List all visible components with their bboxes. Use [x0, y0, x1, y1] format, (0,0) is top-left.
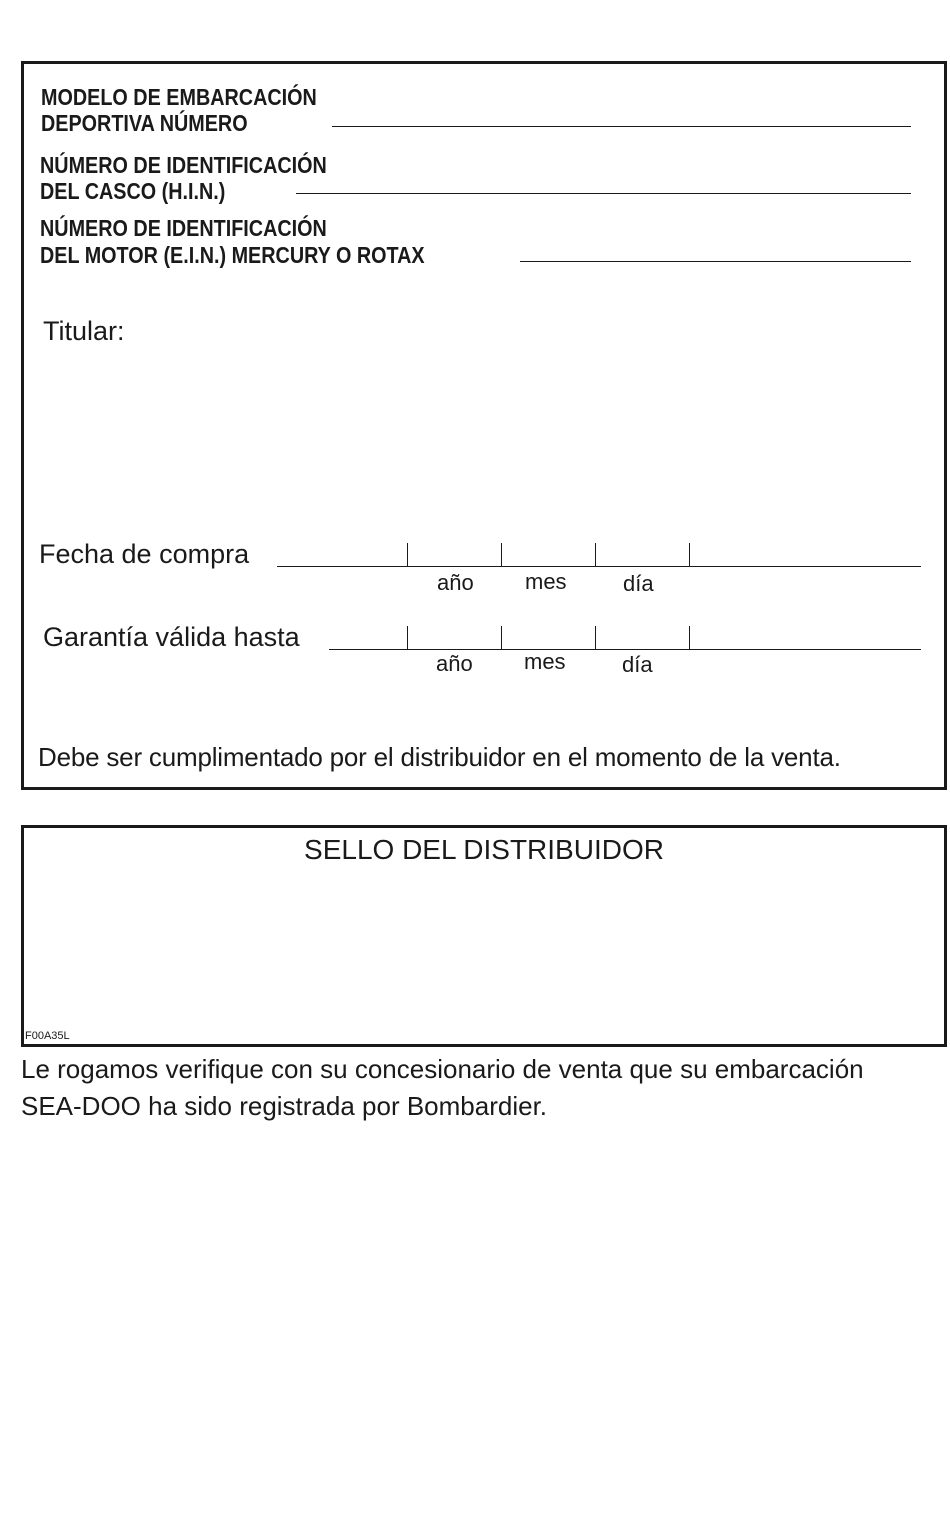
boat-model-label-line1: MODELO DE EMBARCACIÓN — [41, 84, 317, 110]
date-divider — [595, 543, 596, 566]
owner-field[interactable] — [40, 352, 920, 522]
figure-code: F00A35L — [25, 1030, 70, 1042]
warranty-day-caption: día — [622, 652, 653, 677]
date-divider — [595, 626, 596, 649]
purchase-year-caption: año — [437, 570, 474, 595]
warranty-month-caption: mes — [524, 649, 566, 674]
date-divider — [689, 626, 690, 649]
purchase-date-label: Fecha de compra — [39, 539, 250, 569]
purchase-date-field[interactable] — [277, 566, 921, 567]
warranty-year-caption: año — [436, 651, 473, 676]
date-divider — [501, 626, 502, 649]
hin-label-line1: NÚMERO DE IDENTIFICACIÓN — [40, 152, 327, 178]
date-divider — [407, 626, 408, 649]
footer-note-line2: SEA-DOO ha sido registrada por Bombardier. — [21, 1091, 548, 1121]
date-divider — [501, 543, 502, 566]
owner-label: Titular: — [43, 316, 125, 346]
purchase-day-caption: día — [623, 571, 654, 596]
hin-label-line2: DEL CASCO (H.I.N.) — [40, 178, 226, 204]
date-divider — [689, 543, 690, 566]
date-divider — [407, 543, 408, 566]
warranty-date-field[interactable] — [329, 649, 921, 650]
ein-label-line1: NÚMERO DE IDENTIFICACIÓN — [40, 215, 327, 241]
dealer-note: Debe ser cumplimentado por el distribuidor en el momento de la venta. — [38, 742, 841, 772]
dealer-stamp-title: SELLO DEL DISTRIBUIDOR — [304, 834, 664, 865]
boat-model-label-line2: DEPORTIVA NÚMERO — [41, 110, 248, 136]
boat-model-number-field[interactable] — [332, 126, 911, 127]
warranty-label: Garantía válida hasta — [43, 622, 300, 652]
ein-label-line2: DEL MOTOR (E.I.N.) MERCURY O ROTAX — [40, 242, 425, 268]
hin-field[interactable] — [296, 193, 911, 194]
purchase-month-caption: mes — [525, 569, 567, 594]
footer-note-line1: Le rogamos verifique con su concesionario de venta que su embarcación — [21, 1054, 864, 1084]
ein-field[interactable] — [520, 261, 911, 262]
